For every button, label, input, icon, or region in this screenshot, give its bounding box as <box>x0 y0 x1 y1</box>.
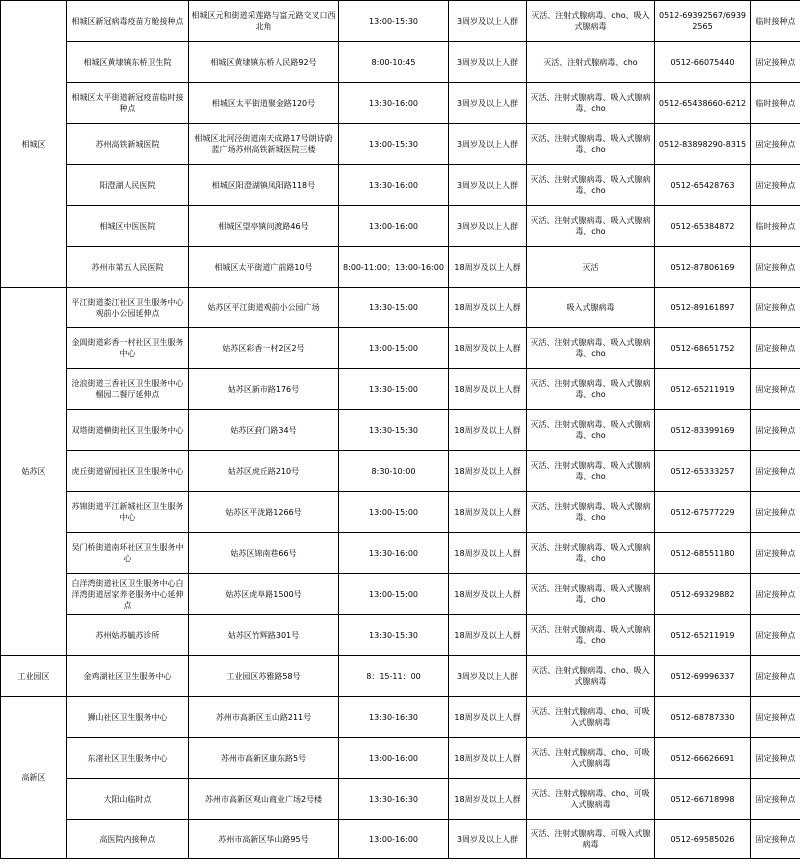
site-cell: 相城区中医医院 <box>67 206 189 247</box>
type-cell: 固定接种点 <box>751 288 800 328</box>
table-row <box>1 820 800 859</box>
vaccine-cell: 吸入式腺病毒 <box>527 288 655 328</box>
address-cell: 相城区太平街道广前路10号 <box>189 247 339 288</box>
table-row <box>1 83 800 124</box>
type-cell: 固定接种点 <box>751 451 800 492</box>
site-cell: 沧浪街道三香社区卫生服务中心榴园二餐厅延伸点 <box>67 369 189 410</box>
address-cell: 苏州市高新区玉山路211号 <box>189 697 339 738</box>
phone-cell: 0512-83399169 <box>655 410 751 451</box>
address-cell: 姑苏区锦南巷66号 <box>189 533 339 574</box>
vaccine-cell: 灭活、注射式腺病毒、吸入式腺病毒、cho <box>527 574 655 615</box>
type-cell: 固定接种点 <box>751 615 800 656</box>
vaccine-cell: 灭活、注射式腺病毒、吸入式腺病毒、cho <box>527 615 655 656</box>
type-cell: 固定接种点 <box>751 492 800 533</box>
type-cell: 临时接种点 <box>751 83 800 124</box>
address-cell: 姑苏区虎丘路210号 <box>189 451 339 492</box>
vaccine-cell: 灭活、注射式腺病毒、吸入式腺病毒、cho <box>527 83 655 124</box>
phone-cell: 0512-68787330 <box>655 697 751 738</box>
address-cell: 相城区黄埭镇东桥人民路92号 <box>189 42 339 83</box>
phone-cell: 0512-65428763 <box>655 165 751 206</box>
type-cell: 临时接种点 <box>751 206 800 247</box>
type-cell: 固定接种点 <box>751 165 800 206</box>
time-cell: 13:30-16:00 <box>339 83 449 124</box>
age-cell: 18周岁及以上人群 <box>449 574 527 615</box>
age-cell: 3周岁及以上人群 <box>449 165 527 206</box>
table-row <box>1 492 800 533</box>
age-cell: 18周岁及以上人群 <box>449 533 527 574</box>
site-cell: 虎丘街道留园社区卫生服务中心 <box>67 451 189 492</box>
time-cell: 13:00-15:30 <box>339 1 449 42</box>
time-cell: 13:00-16:00 <box>339 206 449 247</box>
time-cell: 8：15-11：00 <box>339 656 449 697</box>
address-cell: 苏州市高新区观山商业广场2号楼 <box>189 779 339 820</box>
phone-cell: 0512-69392567/69392565 <box>655 1 751 42</box>
table-body <box>1 1 800 859</box>
site-cell: 高医院内接种点 <box>67 820 189 859</box>
table-row <box>1 288 800 328</box>
age-cell: 18周岁及以上人群 <box>449 247 527 288</box>
type-cell: 固定接种点 <box>751 656 800 697</box>
address-cell: 工业园区苏雅路58号 <box>189 656 339 697</box>
address-cell: 相城区望亭镇问渡路46号 <box>189 206 339 247</box>
district-cell: 姑苏区 <box>1 288 67 656</box>
age-cell: 18周岁及以上人群 <box>449 492 527 533</box>
type-cell: 固定接种点 <box>751 42 800 83</box>
age-cell: 3周岁及以上人群 <box>449 820 527 859</box>
time-cell: 13:30-15:00 <box>339 288 449 328</box>
vaccine-cell: 灭活、注射式腺病毒、吸入式腺病毒、cho <box>527 206 655 247</box>
address-cell: 相城区太平街道聚金路120号 <box>189 83 339 124</box>
table-row <box>1 165 800 206</box>
phone-cell: 0512-67577229 <box>655 492 751 533</box>
age-cell: 3周岁及以上人群 <box>449 83 527 124</box>
time-cell: 13:00-15:00 <box>339 492 449 533</box>
age-cell: 18周岁及以上人群 <box>449 615 527 656</box>
vaccine-cell: 灭活、注射式腺病毒、吸入式腺病毒、cho <box>527 124 655 165</box>
type-cell: 固定接种点 <box>751 328 800 369</box>
address-cell: 姑苏区彩香一村2区2号 <box>189 328 339 369</box>
table-row <box>1 1 800 42</box>
time-cell: 13:30-15:00 <box>339 369 449 410</box>
site-cell: 吴门桥街道南环社区卫生服务中心 <box>67 533 189 574</box>
vaccine-cell: 灭活、注射式腺病毒、cho、吸入式腺病毒 <box>527 1 655 42</box>
table-row <box>1 615 800 656</box>
table-row <box>1 369 800 410</box>
site-cell: 金阊街道彩香一村社区卫生服务中心 <box>67 328 189 369</box>
time-cell: 13:00-16:00 <box>339 820 449 859</box>
site-cell: 双塔街道横街社区卫生服务中心 <box>67 410 189 451</box>
vaccine-cell: 灭活、注射式腺病毒、吸入式腺病毒、cho <box>527 328 655 369</box>
phone-cell: 0512-68651752 <box>655 328 751 369</box>
phone-cell: 0512-87806169 <box>655 247 751 288</box>
site-cell: 相城区新冠病毒疫苗方舱接种点 <box>67 1 189 42</box>
address-cell: 姑苏区虎阜路1500号 <box>189 574 339 615</box>
table-row <box>1 533 800 574</box>
type-cell: 固定接种点 <box>751 533 800 574</box>
vaccine-cell: 灭活、注射式腺病毒、吸入式腺病毒、cho <box>527 165 655 206</box>
address-cell: 相城区北河泾街道南天成路17号朗诗蔚蓝广场苏州高铁新城医院三楼 <box>189 124 339 165</box>
address-cell: 苏州市高新区康东路5号 <box>189 738 339 779</box>
site-cell: 苏州高铁新城医院 <box>67 124 189 165</box>
phone-cell: 0512-66626691 <box>655 738 751 779</box>
age-cell: 18周岁及以上人群 <box>449 369 527 410</box>
age-cell: 18周岁及以上人群 <box>449 451 527 492</box>
age-cell: 3周岁及以上人群 <box>449 206 527 247</box>
phone-cell: 0512-65384872 <box>655 206 751 247</box>
time-cell: 13:00-16:00 <box>339 738 449 779</box>
vaccine-cell: 灭活、注射式腺病毒、吸入式腺病毒、cho <box>527 533 655 574</box>
address-cell: 相城区阳澄湖镇凤阳路118号 <box>189 165 339 206</box>
table-row <box>1 738 800 779</box>
time-cell: 13:30-16:00 <box>339 165 449 206</box>
district-cell: 相城区 <box>1 1 67 288</box>
table-row <box>1 42 800 83</box>
table-row <box>1 206 800 247</box>
type-cell: 固定接种点 <box>751 369 800 410</box>
time-cell: 13:00-15:00 <box>339 328 449 369</box>
age-cell: 3周岁及以上人群 <box>449 656 527 697</box>
type-cell: 固定接种点 <box>751 410 800 451</box>
address-cell: 姑苏区新市路176号 <box>189 369 339 410</box>
phone-cell: 0512-69996337 <box>655 656 751 697</box>
phone-cell: 0512-65438660-6212 <box>655 83 751 124</box>
time-cell: 8:30-10:00 <box>339 451 449 492</box>
type-cell: 固定接种点 <box>751 124 800 165</box>
phone-cell: 0512-89161897 <box>655 288 751 328</box>
vaccine-cell: 灭活、注射式腺病毒、cho、可吸入式腺病毒 <box>527 738 655 779</box>
table-row <box>1 410 800 451</box>
address-cell: 姑苏区平泷路1266号 <box>189 492 339 533</box>
table-row <box>1 247 800 288</box>
age-cell: 3周岁及以上人群 <box>449 42 527 83</box>
site-cell: 白洋湾街道社区卫生服务中心白洋湾街道居家养老服务中心延伸点 <box>67 574 189 615</box>
site-cell: 相城区黄埭镇东桥卫生院 <box>67 42 189 83</box>
age-cell: 3周岁及以上人群 <box>449 1 527 42</box>
age-cell: 18周岁及以上人群 <box>449 328 527 369</box>
phone-cell: 0512-65333257 <box>655 451 751 492</box>
site-cell: 苏锦街道平江新城社区卫生服务中心 <box>67 492 189 533</box>
vaccine-cell: 灭活、注射式腺病毒、吸入式腺病毒、cho <box>527 451 655 492</box>
time-cell: 13:00-15:30 <box>339 124 449 165</box>
vaccine-cell: 灭活 <box>527 247 655 288</box>
address-cell: 姑苏区平江街道观前小公园广场 <box>189 288 339 328</box>
age-cell: 18周岁及以上人群 <box>449 288 527 328</box>
site-cell: 阳澄湖人民医院 <box>67 165 189 206</box>
vaccine-cell: 灭活、注射式腺病毒、吸入式腺病毒、cho <box>527 410 655 451</box>
type-cell: 固定接种点 <box>751 779 800 820</box>
age-cell: 18周岁及以上人群 <box>449 410 527 451</box>
site-cell: 大阳山临时点 <box>67 779 189 820</box>
address-cell: 苏州市高新区华山路95号 <box>189 820 339 859</box>
age-cell: 18周岁及以上人群 <box>449 697 527 738</box>
type-cell: 固定接种点 <box>751 574 800 615</box>
phone-cell: 0512-65211919 <box>655 615 751 656</box>
age-cell: 3周岁及以上人群 <box>449 124 527 165</box>
address-cell: 姑苏区竹辉路301号 <box>189 615 339 656</box>
type-cell: 固定接种点 <box>751 820 800 859</box>
time-cell: 13:30-16:30 <box>339 697 449 738</box>
site-cell: 苏州市第五人民医院 <box>67 247 189 288</box>
time-cell: 8:00-11:00；13:00-16:00 <box>339 247 449 288</box>
phone-cell: 0512-65211919 <box>655 369 751 410</box>
phone-cell: 0512-83898290-8315 <box>655 124 751 165</box>
time-cell: 13:30-16:00 <box>339 533 449 574</box>
phone-cell: 0512-68551180 <box>655 533 751 574</box>
table-row <box>1 779 800 820</box>
phone-cell: 0512-69329882 <box>655 574 751 615</box>
table-row <box>1 574 800 615</box>
vaccine-cell: 灭活、注射式腺病毒、吸入式腺病毒、cho <box>527 369 655 410</box>
age-cell: 18周岁及以上人群 <box>449 738 527 779</box>
age-cell: 18周岁及以上人群 <box>449 779 527 820</box>
site-cell: 金鸡湖社区卫生服务中心 <box>67 656 189 697</box>
table-row <box>1 328 800 369</box>
table-row <box>1 124 800 165</box>
site-cell: 平江街道娄江社区卫生服务中心观前小公园延伸点 <box>67 288 189 328</box>
phone-cell: 0512-66718998 <box>655 779 751 820</box>
table-row <box>1 451 800 492</box>
vaccine-cell: 灭活、注射式腺病毒、cho、可吸入式腺病毒 <box>527 779 655 820</box>
table-row <box>1 697 800 738</box>
time-cell: 13:00-15:00 <box>339 574 449 615</box>
type-cell: 固定接种点 <box>751 247 800 288</box>
vaccine-cell: 灭活、注射式腺病毒、可吸入式腺病毒 <box>527 820 655 859</box>
vaccine-cell: 灭活、注射式腺病毒、cho、可吸入式腺病毒 <box>527 697 655 738</box>
vaccine-cell: 灭活、注射式腺病毒、cho <box>527 42 655 83</box>
phone-cell: 0512-66075440 <box>655 42 751 83</box>
address-cell: 姑苏区葑门路34号 <box>189 410 339 451</box>
site-cell: 东渚社区卫生服务中心 <box>67 738 189 779</box>
time-cell: 8:00-10:45 <box>339 42 449 83</box>
table-row <box>1 656 800 697</box>
site-cell: 苏州姑苏毓苏诊所 <box>67 615 189 656</box>
vaccine-cell: 灭活、注射式腺病毒、吸入式腺病毒、cho <box>527 492 655 533</box>
type-cell: 临时接种点 <box>751 1 800 42</box>
vaccine-cell: 灭活、注射式腺病毒、cho、吸入式腺病毒 <box>527 656 655 697</box>
phone-cell: 0512-69585026 <box>655 820 751 859</box>
time-cell: 13:30-15:30 <box>339 410 449 451</box>
address-cell: 相城区元和街道采莲路与富元路交叉口西北角 <box>189 1 339 42</box>
site-cell: 相城区太平街道新冠疫苗临时接种点 <box>67 83 189 124</box>
type-cell: 固定接种点 <box>751 738 800 779</box>
type-cell: 固定接种点 <box>751 697 800 738</box>
district-cell: 高新区 <box>1 697 67 859</box>
time-cell: 13:30-15:30 <box>339 615 449 656</box>
time-cell: 13:30-16:30 <box>339 779 449 820</box>
site-cell: 狮山社区卫生服务中心 <box>67 697 189 738</box>
district-cell: 工业园区 <box>1 656 67 697</box>
